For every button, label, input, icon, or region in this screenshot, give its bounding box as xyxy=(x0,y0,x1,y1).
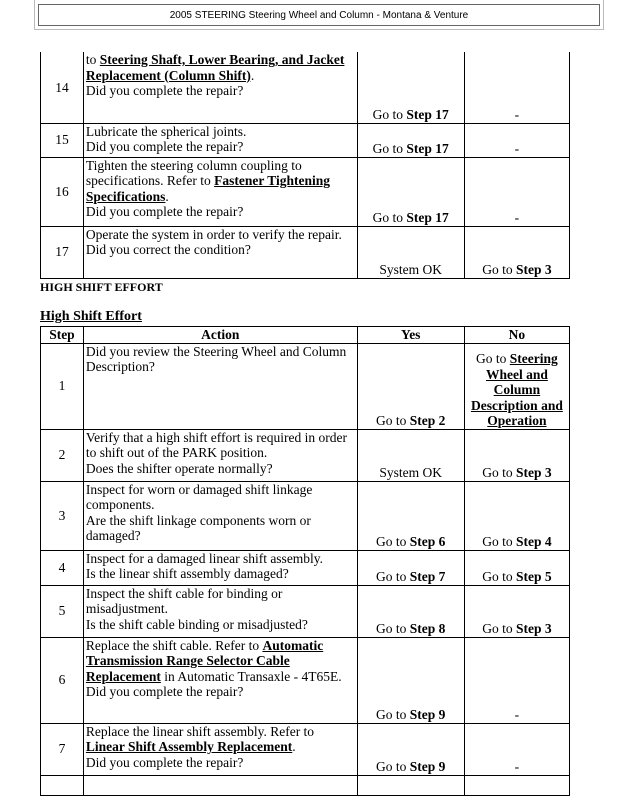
no-cell: - xyxy=(464,637,569,723)
page-header xyxy=(38,4,600,26)
yes-cell: Go to Step 17 xyxy=(357,123,464,157)
step-number: 16 xyxy=(41,157,84,226)
linear-shift-assembly-link[interactable]: Linear Shift Assembly Replacement xyxy=(85,739,293,754)
column-header-step: Step xyxy=(41,327,84,344)
steering-shaft-link[interactable]: Steering Shaft, Lower Bearing, and Jacket Replacement (Column Shift) xyxy=(85,52,345,83)
step-number: 14 xyxy=(41,52,84,123)
step-ref[interactable]: Step 17 xyxy=(406,210,449,225)
yes-cell: Go to Step 9 xyxy=(357,637,464,723)
step-number: 3 xyxy=(41,481,84,550)
no-cell: Go to Steering Wheel and Column Description and Operation xyxy=(464,343,569,429)
diagnostic-table-continued xyxy=(40,52,570,279)
yes-cell: Go to Step 8 xyxy=(357,585,464,637)
table-header-row xyxy=(41,327,570,344)
step-ref[interactable]: Step 17 xyxy=(406,107,449,122)
column-header-yes: Yes xyxy=(357,327,464,344)
step-ref[interactable]: Step 3 xyxy=(515,621,552,636)
question: Did you complete the repair? xyxy=(85,139,244,154)
no-cell: - xyxy=(464,123,569,157)
table-row xyxy=(41,429,570,481)
table-row xyxy=(41,585,570,637)
step-number: 7 xyxy=(41,723,84,775)
yes-cell: Go to Step 9 xyxy=(357,723,464,775)
no-cell: - xyxy=(464,52,569,123)
question: Did you complete the repair? xyxy=(85,684,244,699)
no-cell: Go to Step 3 xyxy=(464,226,569,278)
column-header-no: No xyxy=(464,327,569,344)
action-cell: Inspect the shift cable for binding or misadjustment. Is the shift cable binding or misadjusted? xyxy=(83,585,357,637)
yes-cell: System OK xyxy=(357,429,464,481)
table-row xyxy=(41,481,570,550)
step-ref[interactable]: Step 3 xyxy=(515,465,552,480)
question: Does the shifter operate normally? xyxy=(85,460,273,476)
section-heading: HIGH SHIFT EFFORT xyxy=(40,280,163,294)
step-ref[interactable]: Step 9 xyxy=(409,759,446,774)
action-cell: Replace the shift cable. Refer to Automatic Transmission Range Selector Cable Replacement in Automatic Transaxle - 4T65E. Did you complete the repair? xyxy=(83,637,357,723)
step-ref[interactable]: Step 6 xyxy=(409,534,446,549)
yes-cell: Go to Step 17 xyxy=(357,157,464,226)
table-row xyxy=(41,226,570,278)
action-cell: Lubricate the spherical joints. Did you complete the repair? xyxy=(83,123,357,157)
step-number: 6 xyxy=(41,637,84,723)
high-shift-effort-table xyxy=(40,326,570,796)
step-number: 2 xyxy=(41,429,84,481)
fastener-specs-link[interactable]: Fastener Tightening Specifications xyxy=(85,173,330,204)
table-row xyxy=(41,343,570,429)
page-header-title: 2005 STEERING Steering Wheel and Column - Montana & Venture xyxy=(169,9,469,21)
step-ref[interactable]: Step 3 xyxy=(515,262,552,277)
step-number: 4 xyxy=(41,550,84,585)
question: Is the linear shift assembly damaged? xyxy=(85,566,289,581)
action-cell: Operate the system in order to verify the repair. Did you correct the condition? xyxy=(83,226,357,278)
yes-cell: Go to Step 7 xyxy=(357,550,464,585)
yes-cell: System OK xyxy=(357,226,464,278)
question: Did you complete the repair? xyxy=(85,204,244,219)
question: Are the shift linkage components worn or damaged? xyxy=(85,512,311,543)
question: Did you complete the repair? xyxy=(85,83,244,98)
action-cell: to Steering Shaft, Lower Bearing, and Jacket Replacement (Column Shift). Did you complete the repair? xyxy=(83,52,357,123)
step-ref[interactable]: Step 8 xyxy=(409,621,446,636)
yes-cell: Go to Step 2 xyxy=(357,343,464,429)
column-header-action: Action xyxy=(83,327,357,344)
step-ref[interactable]: Step 2 xyxy=(409,413,446,428)
column-description-link[interactable]: Steering Wheel and Column Description and Operation xyxy=(470,351,563,428)
question: Did you correct the condition? xyxy=(85,242,251,257)
question: Did you complete the repair? xyxy=(85,754,244,770)
action-cell: Tighten the steering column coupling to specifications. Refer to Fastener Tightening Specifications. Did you complete the repair? xyxy=(83,157,357,226)
table-row xyxy=(41,157,570,226)
table-row xyxy=(41,550,570,585)
no-cell: Go to Step 4 xyxy=(464,481,569,550)
step-ref[interactable]: Step 17 xyxy=(406,141,449,156)
no-cell: Go to Step 3 xyxy=(464,429,569,481)
table-row xyxy=(41,723,570,775)
yes-cell: Go to Step 6 xyxy=(357,481,464,550)
step-ref[interactable]: Step 4 xyxy=(515,534,552,549)
no-cell: Go to Step 3 xyxy=(464,585,569,637)
table-row xyxy=(41,775,570,795)
step-ref[interactable]: Step 7 xyxy=(409,569,446,584)
action-cell: Replace the linear shift assembly. Refer to Linear Shift Assembly Replacement. Did you complete the repair? xyxy=(83,723,357,775)
action-cell: Inspect for worn or damaged shift linkage components. Are the shift linkage components worn or damaged? xyxy=(83,481,357,550)
step-number: 15 xyxy=(41,123,84,157)
question: Is the shift cable binding or misadjusted? xyxy=(85,616,308,632)
no-cell: - xyxy=(464,157,569,226)
table-row xyxy=(41,123,570,157)
step-number: 17 xyxy=(41,226,84,278)
action-cell: Verify that a high shift effort is required in order to shift out of the PARK position. Does the shifter operate normally? xyxy=(83,429,357,481)
step-number: 1 xyxy=(41,343,84,429)
yes-cell: Go to Step 17 xyxy=(357,52,464,123)
table-row xyxy=(41,52,570,123)
step-ref[interactable]: Step 9 xyxy=(409,707,446,722)
action-cell: Inspect for a damaged linear shift assembly. Is the linear shift assembly damaged? xyxy=(83,550,357,585)
action-cell: Did you review the Steering Wheel and Column Description? xyxy=(83,343,357,429)
no-cell: - xyxy=(464,723,569,775)
table-caption: High Shift Effort xyxy=(40,309,142,324)
table-row xyxy=(41,637,570,723)
no-cell: Go to Step 5 xyxy=(464,550,569,585)
step-number: 5 xyxy=(41,585,84,637)
step-ref[interactable]: Step 5 xyxy=(515,569,552,584)
range-selector-cable-link[interactable]: Automatic Transmission Range Selector Cable Replacement xyxy=(85,637,324,684)
